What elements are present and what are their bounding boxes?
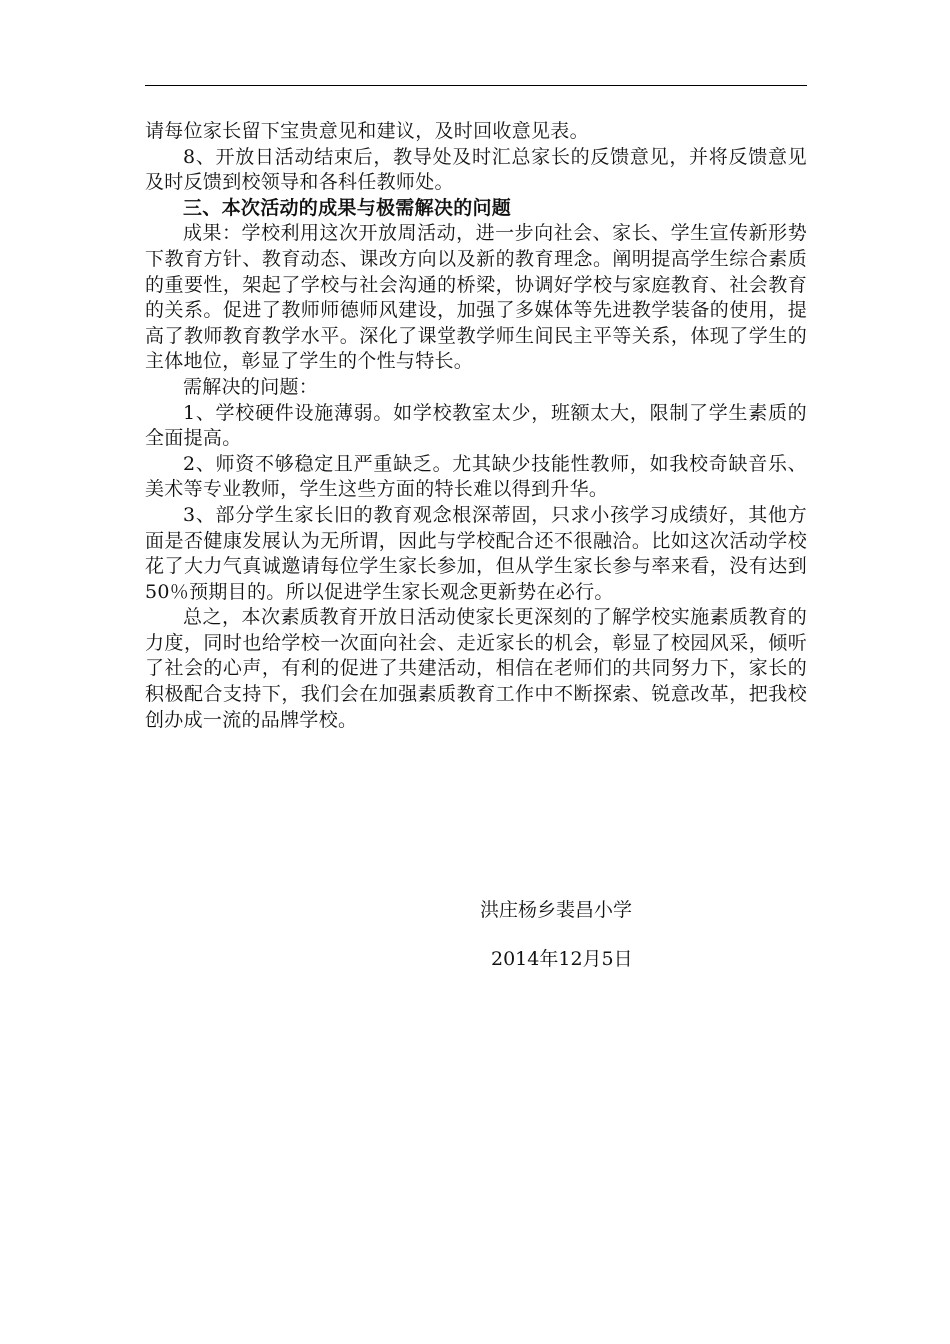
header-rule xyxy=(145,85,807,86)
paragraph-continuation: 请每位家长留下宝贵意见和建议，及时回收意见表。 xyxy=(145,120,589,142)
signature-organization: 洪庄杨乡裴昌小学 xyxy=(480,899,633,921)
paragraph-results: 成果：学校利用这次开放周活动，进一步向社会、家长、学生宣传新形势下教育方针、教育动态、课改方向以及新的教育理念。阐明提高学生综合素质的重要性，架起了学校与社会沟通的桥梁，协调好学校与家庭教育、社会教育的关系。促进了教师师德师风建设，加强了多媒体等先进教学装备的使用，提高了教师教育教学水平。深化了课堂教学师生间民主平等关系，体现了学生的主体地位，彰显了学生的个性与特长。 xyxy=(145,222,807,373)
signature-date: 2014年12月5日 xyxy=(491,948,633,970)
section-heading: 三、本次活动的成果与极需解决的问题 xyxy=(183,196,512,219)
paragraph-issue-3: 3、部分学生家长旧的教育观念根深蒂固，只求小孩学习成绩好，其他方面是否健康发展认为无所谓，因此与学校配合还不很融洽。比如这次活动学校花了大力气真诚邀请每位学生家长参加，但从学生家长参与率来看，没有达到50％预期目的。所以促进学生家长观念更新势在必行。 xyxy=(145,503,807,603)
document-body xyxy=(145,119,807,733)
paragraph-issues-heading: 需解决的问题： xyxy=(183,375,319,398)
paragraph-issue-2: 2、师资不够稳定且严重缺乏。尤其缺少技能性教师，如我校奇缺音乐、美术等专业教师，学生这些方面的特长难以得到升华。 xyxy=(145,452,807,501)
paragraph-issue-1: 1、学校硬件设施薄弱。如学校教室太少，班额太大，限制了学生素质的全面提高。 xyxy=(145,401,807,450)
paragraph-conclusion: 总之，本次素质教育开放日活动使家长更深刻的了解学校实施素质教育的力度，同时也给学校一次面向社会、走近家长的机会，彰显了校园风采，倾听了社会的心声，有利的促进了共建活动，相信在老师们的共同努力下，家长的积极配合支持下，我们会在加强素质教育工作中不断探索、锐意改革，把我校创办成一流的品牌学校。 xyxy=(145,606,807,731)
paragraph-item-8: 8、开放日活动结束后，教导处及时汇总家长的反馈意见，并将反馈意见及时反馈到校领导和各科任教师处。 xyxy=(145,145,807,194)
